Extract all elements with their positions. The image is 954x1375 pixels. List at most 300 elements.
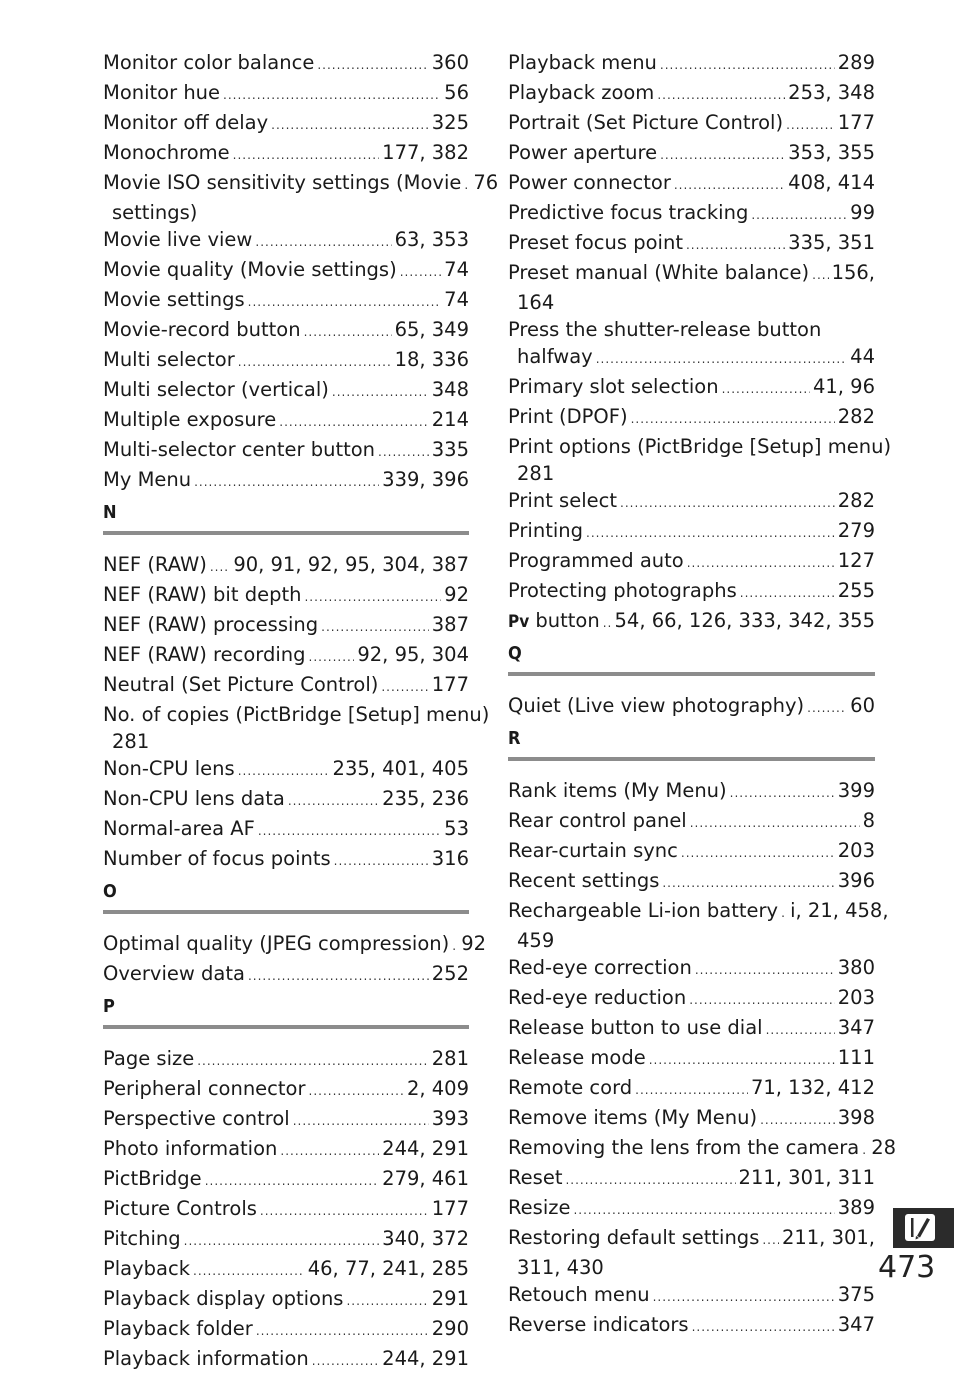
page-refs: 46, 77, 241, 285 — [307, 1257, 469, 1280]
index-entry — [508, 139, 875, 169]
page-refs: 203 — [837, 839, 875, 862]
index-entry — [508, 229, 875, 259]
index-term-text: button — [529, 609, 600, 632]
dot-leader — [662, 870, 834, 897]
dot-leader — [346, 1288, 428, 1315]
dot-leader — [660, 52, 835, 79]
index-term: Pitching — [103, 1227, 181, 1250]
page-refs: 290 — [431, 1317, 469, 1340]
index-entry — [103, 1345, 469, 1375]
index-entry — [508, 169, 875, 199]
index-term: NEF (RAW) processing — [103, 613, 319, 636]
dot-leader — [309, 1078, 404, 1105]
page-refs: i, 21, 458, — [790, 899, 889, 922]
index-term: Number of focus points — [103, 847, 331, 870]
index-entry — [508, 1164, 875, 1194]
index-term: NEF (RAW) bit depth — [103, 583, 302, 606]
index-entry — [508, 1104, 875, 1134]
dot-leader — [248, 289, 442, 316]
index-entry — [508, 433, 892, 487]
page-refs: 203 — [837, 986, 875, 1009]
index-term: Photo information — [103, 1137, 278, 1160]
dot-leader — [620, 490, 835, 517]
dot-leader — [690, 810, 860, 837]
dot-leader — [304, 584, 441, 611]
index-entry — [103, 1045, 469, 1075]
dot-leader — [565, 1167, 735, 1194]
page-refs: 74 — [444, 288, 469, 311]
index-entry — [103, 930, 487, 960]
dot-leader — [184, 1228, 380, 1255]
index-entry — [103, 1075, 469, 1105]
section-heading: N — [103, 503, 469, 535]
page-refs: 92 — [444, 583, 469, 606]
dot-leader — [400, 259, 441, 286]
index-term: Predictive focus tracking — [508, 201, 749, 224]
dot-leader — [464, 172, 470, 199]
index-entry — [508, 373, 875, 403]
index-entry — [103, 1255, 469, 1285]
index-term: Playback information — [103, 1347, 309, 1370]
page-refs: 244, 291 — [382, 1137, 469, 1160]
index-entry — [103, 316, 469, 346]
index-entry — [103, 785, 469, 815]
index-entry — [103, 845, 469, 875]
page-refs: 127 — [837, 549, 875, 572]
page-refs: 396 — [837, 869, 875, 892]
dot-leader — [812, 262, 828, 289]
index-term: Movie ISO sensitivity settings (Movie — [103, 171, 462, 194]
index-term: NEF (RAW) recording — [103, 643, 306, 666]
index-column-right — [508, 49, 897, 1341]
index-term: Portrait (Set Picture Control) — [508, 111, 784, 134]
index-entry — [508, 777, 875, 807]
index-entry — [103, 1195, 469, 1225]
index-term: Playback zoom — [508, 81, 655, 104]
dot-leader — [223, 82, 441, 109]
page-refs: 99 — [850, 201, 875, 224]
index-entry — [103, 611, 469, 641]
dot-leader — [862, 1137, 868, 1164]
dot-leader — [452, 933, 458, 960]
dot-leader — [288, 788, 379, 815]
index-entry — [103, 1225, 469, 1255]
index-term: Multiple exposure — [103, 408, 277, 431]
page-refs: 8 — [862, 809, 875, 832]
page-refs: 252 — [431, 962, 469, 985]
index-term: Print select — [508, 489, 617, 512]
index-term: NEF (RAW) — [103, 553, 207, 576]
section-heading: Q — [508, 644, 875, 676]
index-term: Retouch menu — [508, 1283, 650, 1306]
index-entry — [508, 259, 875, 316]
page-refs: 244, 291 — [382, 1347, 469, 1370]
index-entry — [508, 1044, 875, 1074]
page-refs: 44 — [850, 345, 875, 368]
dot-leader — [657, 82, 785, 109]
dot-leader — [762, 1227, 779, 1254]
index-entry — [103, 49, 469, 79]
index-entry — [103, 1105, 469, 1135]
page-refs: 398 — [837, 1106, 875, 1129]
index-term: Neutral (Set Picture Control) — [103, 673, 379, 696]
page-refs: 255 — [837, 579, 875, 602]
page-refs: 279 — [837, 519, 875, 542]
page-refs: 316 — [431, 847, 469, 870]
index-term: Overview data — [103, 962, 245, 985]
page-refs: 282 — [837, 489, 875, 512]
dot-leader — [689, 987, 835, 1014]
index-entry — [508, 807, 875, 837]
dot-leader — [210, 554, 230, 581]
index-term: Rechargeable Li-ion battery — [508, 899, 779, 922]
dot-leader — [194, 469, 379, 496]
index-entry — [508, 517, 875, 547]
section-heading: P — [103, 997, 469, 1029]
index-tab-icon — [905, 1214, 935, 1241]
index-term: Playback display options — [103, 1287, 344, 1310]
page-refs: 156, — [831, 261, 875, 284]
index-entry — [103, 346, 469, 376]
page-refs: 60 — [850, 694, 875, 717]
dot-leader — [660, 142, 785, 169]
dot-leader — [309, 644, 355, 671]
index-term: Recent settings — [508, 869, 660, 892]
index-term: Normal-area AF — [103, 817, 255, 840]
index-entry — [103, 1315, 469, 1345]
index-entry — [508, 897, 889, 954]
index-term: Monochrome — [103, 141, 230, 164]
page-refs: 325 — [431, 111, 469, 134]
dot-leader — [692, 1314, 835, 1341]
page-refs: 340, 372 — [382, 1227, 469, 1250]
dot-leader — [674, 172, 785, 199]
index-term: Print (DPOF) — [508, 405, 628, 428]
dot-leader — [781, 900, 787, 927]
page-refs: 235, 236 — [382, 787, 469, 810]
page-refs: 393 — [431, 1107, 469, 1130]
index-entry — [508, 867, 875, 897]
index-term: Playback menu — [508, 51, 657, 74]
page-refs: 253, 348 — [788, 81, 875, 104]
index-entry — [103, 226, 469, 256]
index-term: Remote cord — [508, 1076, 633, 1099]
dot-leader — [573, 1197, 834, 1224]
page-refs: 177, 382 — [382, 141, 469, 164]
page-refs: 211, 301, 311 — [738, 1166, 875, 1189]
page-refs: 347 — [837, 1016, 875, 1039]
dot-leader — [256, 1318, 429, 1345]
index-entry — [508, 316, 875, 373]
dot-leader — [258, 818, 441, 845]
index-entry — [508, 984, 875, 1014]
index-term: Restoring default settings — [508, 1226, 760, 1249]
index-term — [508, 607, 600, 636]
index-entry — [508, 487, 875, 517]
page-refs: 214 — [431, 408, 469, 431]
page-refs: 92 — [461, 932, 487, 955]
index-term: Printing — [508, 519, 584, 542]
index-term: Movie settings — [103, 288, 245, 311]
dot-leader — [248, 963, 429, 990]
index-term: Playback — [103, 1257, 191, 1280]
index-term: PictBridge — [103, 1167, 202, 1190]
page-number: 473 — [878, 1250, 936, 1285]
index-entry — [508, 577, 875, 607]
index-term: Preset manual (White balance) — [508, 261, 810, 284]
page-refs: 2, 409 — [406, 1077, 469, 1100]
index-term: Remove items (My Menu) — [508, 1106, 758, 1129]
index-term: Peripheral connector — [103, 1077, 306, 1100]
dot-leader — [205, 1168, 379, 1195]
page-refs: 389 — [837, 1196, 875, 1219]
dot-leader — [334, 848, 429, 875]
index-entry — [508, 692, 875, 722]
page-refs: 348 — [431, 378, 469, 401]
index-term: Playback folder — [103, 1317, 253, 1340]
page-refs: 360 — [431, 51, 469, 74]
index-term: Monitor hue — [103, 81, 221, 104]
dot-leader — [760, 1107, 835, 1134]
index-term: Monitor color balance — [103, 51, 315, 74]
page-refs: 63, 353 — [394, 228, 469, 251]
page-refs: 291 — [431, 1287, 469, 1310]
index-term: Movie live view — [103, 228, 253, 251]
dot-leader — [722, 376, 810, 403]
index-term: Movie-record button — [103, 318, 301, 341]
dot-leader — [238, 349, 392, 376]
index-entry — [508, 1074, 875, 1104]
index-entry — [508, 1311, 875, 1341]
index-entry — [103, 1165, 469, 1195]
page-refs: 41, 96 — [812, 375, 875, 398]
index-entry — [103, 376, 469, 406]
index-entry — [103, 581, 469, 611]
page-refs: 74 — [444, 258, 469, 281]
index-term-continuation: 164 — [517, 291, 555, 314]
page-refs: 54, 66, 126, 333, 342, 355 — [614, 609, 875, 632]
index-entry — [103, 641, 469, 671]
index-entry — [103, 1285, 469, 1315]
page-refs: 279, 461 — [382, 1167, 469, 1190]
index-entry — [103, 755, 469, 785]
index-term-continuation: halfway — [517, 345, 593, 368]
page-refs: 18, 336 — [394, 348, 469, 371]
section-heading: R — [508, 729, 875, 761]
index-term: Programmed auto — [508, 549, 684, 572]
index-term: Print options (PictBridge [Setup] menu) — [508, 435, 892, 458]
dot-leader — [293, 1108, 429, 1135]
dot-leader — [279, 409, 429, 436]
page-refs: 387 — [431, 613, 469, 636]
index-term: Red-eye correction — [508, 956, 692, 979]
index-term: Release mode — [508, 1046, 646, 1069]
index-entry — [508, 109, 875, 139]
dot-leader — [255, 229, 391, 256]
index-term: Non-CPU lens — [103, 757, 235, 780]
index-entry — [103, 1135, 469, 1165]
page-refs: 347 — [837, 1313, 875, 1336]
index-term: Non-CPU lens data — [103, 787, 285, 810]
page-refs: 177 — [837, 111, 875, 134]
index-term: Movie quality (Movie settings) — [103, 258, 397, 281]
index-entry — [508, 403, 875, 433]
pencil-check-icon — [905, 1214, 935, 1241]
dot-leader — [687, 550, 835, 577]
page-refs: 211, 301, — [781, 1226, 875, 1249]
index-term: Removing the lens from the camera — [508, 1136, 860, 1159]
index-term: Quiet (Live view photography) — [508, 694, 805, 717]
index-term-continuation: 281 — [517, 462, 555, 485]
dot-leader — [321, 614, 429, 641]
index-term: Optimal quality (JPEG compression) — [103, 932, 450, 955]
page-refs: 65, 349 — [394, 318, 469, 341]
index-entry — [103, 286, 469, 316]
index-section-tab — [893, 1208, 954, 1248]
index-column-left — [103, 49, 499, 1375]
dot-leader — [653, 1284, 835, 1311]
page-refs: 90, 91, 92, 95, 304, 387 — [233, 553, 469, 576]
dot-leader — [378, 439, 429, 466]
page-refs: 71, 132, 412 — [750, 1076, 875, 1099]
index-term: Perspective control — [103, 1107, 290, 1130]
index-term: Press the shutter-release button — [508, 318, 822, 341]
pv-button-label: Pv — [508, 612, 530, 632]
index-term: Preset focus point — [508, 231, 683, 254]
page-refs: 380 — [837, 956, 875, 979]
index-entry — [103, 436, 469, 466]
index-term: Protecting photographs — [508, 579, 737, 602]
index-term: Rear-curtain sync — [508, 839, 678, 862]
dot-leader — [695, 957, 835, 984]
index-term: Reverse indicators — [508, 1313, 689, 1336]
index-entry — [103, 256, 469, 286]
page-refs: 335 — [431, 438, 469, 461]
index-entry — [103, 701, 490, 755]
index-entry — [508, 49, 875, 79]
page-refs: 111 — [837, 1046, 875, 1069]
index-term: Power connector — [508, 171, 671, 194]
dot-leader — [681, 840, 835, 867]
index-entry — [103, 406, 469, 436]
index-term: Power aperture — [508, 141, 658, 164]
page-refs: 92, 95, 304 — [357, 643, 469, 666]
index-term: Multi selector (vertical) — [103, 378, 329, 401]
page-refs: 76 — [473, 171, 499, 194]
dot-leader — [260, 1198, 429, 1225]
index-entry — [508, 1134, 897, 1164]
index-term: Reset — [508, 1166, 563, 1189]
page-refs: 177 — [431, 1197, 469, 1220]
index-entry — [508, 1224, 875, 1281]
page-refs: 282 — [837, 405, 875, 428]
page-refs: 353, 355 — [788, 141, 875, 164]
dot-leader — [631, 406, 835, 433]
index-entry — [508, 547, 875, 577]
dot-leader — [686, 232, 785, 259]
dot-leader — [304, 319, 392, 346]
dot-leader — [233, 142, 380, 169]
dot-leader — [271, 112, 429, 139]
dot-leader — [332, 379, 429, 406]
index-term: Resize — [508, 1196, 571, 1219]
page-refs: 335, 351 — [788, 231, 875, 254]
dot-leader — [312, 1348, 379, 1375]
page-refs: 28 — [871, 1136, 897, 1159]
index-entry — [103, 169, 499, 226]
index-entry — [103, 671, 469, 701]
page-refs: 375 — [837, 1283, 875, 1306]
index-entry — [103, 466, 469, 496]
index-entry — [508, 199, 875, 229]
dot-leader — [381, 674, 428, 701]
page-refs: 289 — [837, 51, 875, 74]
index-entry — [508, 1281, 875, 1311]
dot-leader — [740, 580, 835, 607]
dot-leader — [238, 758, 330, 785]
index-term: Release button to use dial — [508, 1016, 763, 1039]
index-term-continuation: 459 — [517, 929, 555, 952]
index-entry — [508, 79, 875, 109]
index-entry — [508, 607, 875, 637]
dot-leader — [280, 1138, 379, 1165]
index-entry — [103, 960, 469, 990]
dot-leader — [730, 780, 835, 807]
index-term: Red-eye reduction — [508, 986, 687, 1009]
index-term: Multi-selector center button — [103, 438, 376, 461]
dot-leader — [603, 610, 612, 637]
index-term: No. of copies (PictBridge [Setup] menu) — [103, 703, 490, 726]
index-entry — [103, 815, 469, 845]
index-term: Multi selector — [103, 348, 235, 371]
dot-leader — [786, 112, 835, 139]
page-refs: 235, 401, 405 — [332, 757, 469, 780]
page-refs: 281 — [431, 1047, 469, 1070]
index-entry — [103, 79, 469, 109]
dot-leader — [197, 1048, 429, 1075]
dot-leader — [317, 52, 428, 79]
index-term: Rear control panel — [508, 809, 687, 832]
dot-leader — [193, 1258, 305, 1285]
index-entry — [103, 139, 469, 169]
page-refs: 339, 396 — [382, 468, 469, 491]
index-term: Page size — [103, 1047, 195, 1070]
index-term: Primary slot selection — [508, 375, 719, 398]
page-refs: 56 — [444, 81, 469, 104]
index-entry — [103, 551, 469, 581]
index-term: Picture Controls — [103, 1197, 257, 1220]
section-heading: O — [103, 882, 469, 914]
page-refs: 399 — [837, 779, 875, 802]
index-term: Monitor off delay — [103, 111, 269, 134]
dot-leader — [586, 520, 835, 547]
dot-leader — [751, 202, 847, 229]
index-entry — [508, 1194, 875, 1224]
dot-leader — [766, 1017, 835, 1044]
page-refs: 53 — [444, 817, 469, 840]
page-refs: 177 — [431, 673, 469, 696]
index-entry — [508, 1014, 875, 1044]
dot-leader — [596, 346, 847, 373]
dot-leader — [635, 1077, 748, 1104]
index-term: My Menu — [103, 468, 192, 491]
index-entry — [508, 837, 875, 867]
index-entry — [508, 954, 875, 984]
index-term-continuation: 281 — [112, 730, 150, 753]
index-entry — [103, 109, 469, 139]
page-refs: 408, 414 — [788, 171, 875, 194]
index-term-continuation: settings) — [112, 201, 198, 224]
